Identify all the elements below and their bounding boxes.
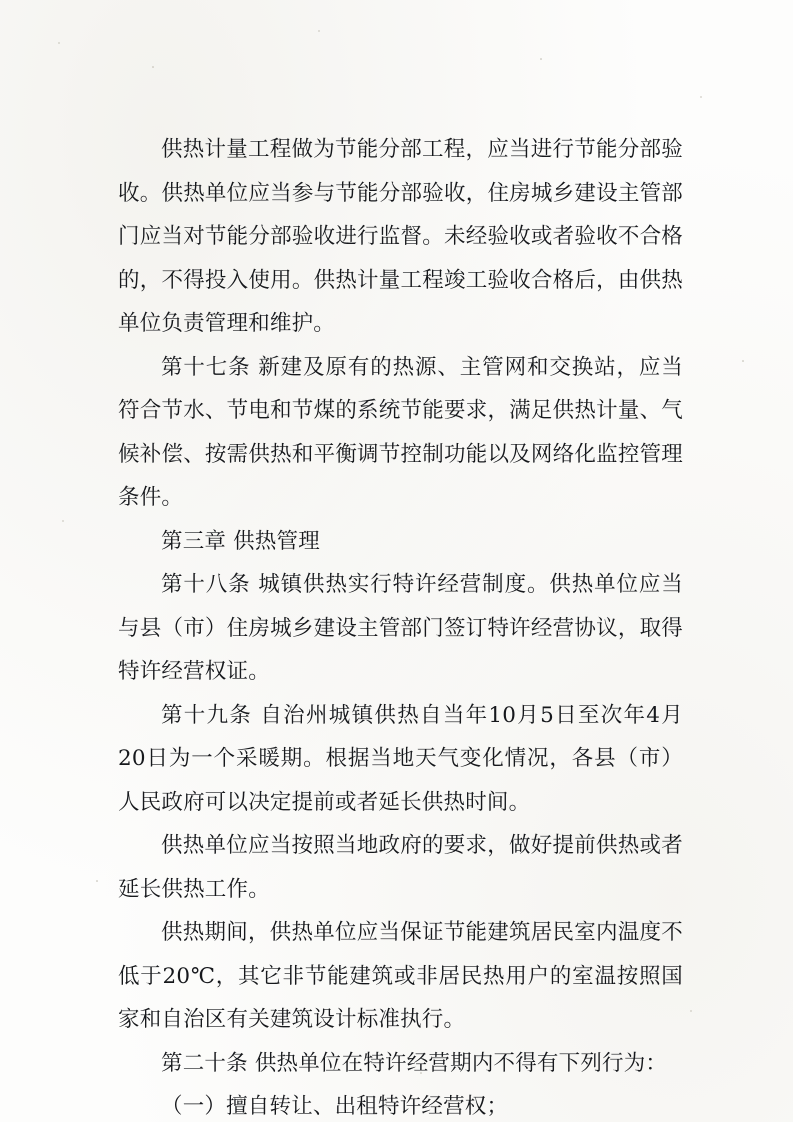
scan-speck [540, 58, 542, 60]
paragraph: 供热单位应当按照当地政府的要求，做好提前供热或者延长供热工作。 [118, 833, 683, 902]
document-body [118, 128, 683, 1129]
scan-speck [96, 880, 98, 882]
scan-speck [62, 520, 64, 522]
paragraph: 第十八条 城镇供热实行特许经营制度。供热单位应当与县（市）住房城乡建设主管部门签订特许经营协议，取得特许经营权证。 [118, 572, 683, 684]
paragraph: 第十七条 新建及原有的热源、主管网和交换站，应当符合节水、节电和节煤的系统节能要求，满足供热计量、气候补偿、按需供热和平衡调节控制功能以及网络化监控管理条件。 [118, 354, 683, 510]
paragraph: 第十九条 自治州城镇供热自当年10月5日至次年4月20日为一个采暖期。根据当地天气变化情况，各县（市）人民政府可以决定提前或者延长供热时间。 [118, 702, 683, 815]
paragraph: 供热计量工程做为节能分部工程，应当进行节能分部验收。供热单位应当参与节能分部验收，住房城乡建设主管部门应当对节能分部验收进行监督。未经验收或者验收不合格的，不得投入使用。供热计量工程竣工验收合格后，由供热单位负责管理和维护。 [118, 137, 683, 336]
scan-speck [690, 1010, 692, 1012]
paragraph: 第二十条 供热单位在特许经营期内不得有下列行为： [161, 1050, 668, 1076]
scan-speck [700, 96, 702, 98]
paragraph: 供热期间，供热单位应当保证节能建筑居民室内温度不低于20℃，其它非节能建筑或非居民热用户的室温按照国家和自治区有关建筑设计标准执行。 [118, 920, 683, 1032]
scan-speck [742, 360, 744, 362]
paragraph: （一）擅自转让、出租特许经营权； [161, 1094, 509, 1119]
scan-speck [318, 30, 320, 32]
scan-speck [58, 42, 60, 44]
scan-speck [152, 66, 154, 68]
paragraph: 第三章 供热管理 [161, 528, 320, 554]
